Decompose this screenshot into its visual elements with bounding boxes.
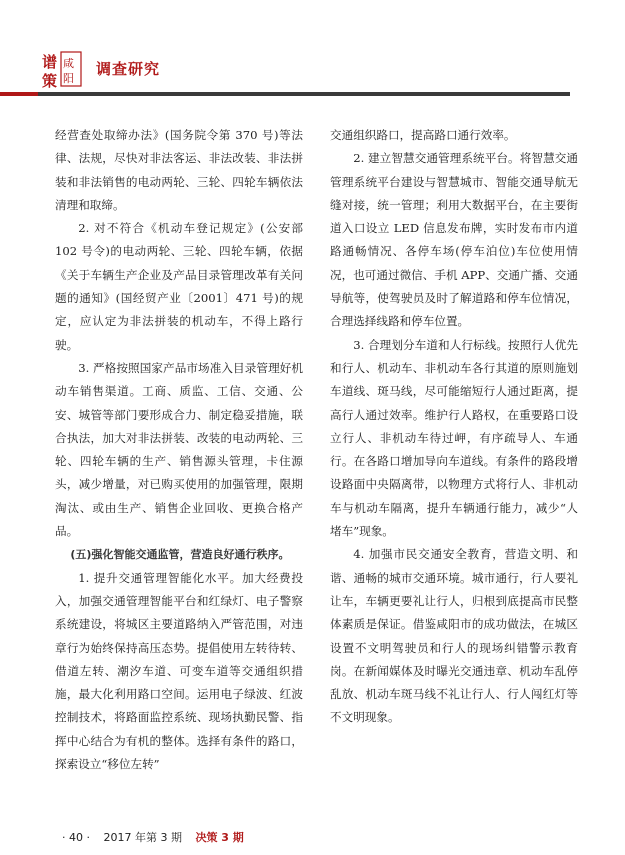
- section-heading: (五)强化智能交通监管，营造良好通行秩序。: [70, 548, 290, 562]
- paragraph: 2. 对不符合《机动车登记规定》(公安部 102 号令)的电动两轮、三轮、四轮车辆，依据《关于车辆生产企业及产品目录管理改革有关问题的通知》(国经贸产业〔2001〕471 号)的规定，应认定为非法拼装的机动车，不得上路行驶。: [55, 221, 303, 352]
- paragraph: 4. 加强市民交通安全教育，营造文明、和谐、通畅的城市交通环境。城市通行，行人要礼让车，车辆更要礼让行人，归根到底提高市民整体素质是保证。借鉴咸阳市的成功做法，在城区设置不文明驾驶员和行人的现场纠错警示教育岗。在新闻媒体及时曝光交通违章、机动车乱停乱放、机动车斑马线不礼让行人、行人闯红灯等不文明现象。: [330, 547, 578, 725]
- paragraph: 交通组织路口，提高路口通行效率。: [330, 128, 516, 142]
- magazine-logo: [40, 50, 84, 90]
- header-rule-accent: [0, 92, 38, 96]
- left-column: [55, 124, 303, 776]
- svg-text:谱: 谱: [42, 53, 58, 71]
- paragraph: 1. 提升交通管理智能化水平。加大经费投入，加强交通管理智能平台和红绿灯、电子警察系统建设，将城区主要道路纳入严管范围，对违章行为始终保持高压态势。提倡使用左转待转、借道左转、潮汐车道、可变车道等交通组织措施，最大化利用路口空间。运用电子绿波、红波控制技术，将路面监控系统、现场执勤民警、指挥中心结合为有机的整体。选择有条件的路口，探索设立“移位左转”: [55, 570, 303, 772]
- paragraph: 经营查处取缔办法》(国务院令第 370 号)等法律、法规，尽快对非法客运、非法改装、非法拼装和非法销售的电动两轮、三轮、四轮车辆依法清理和取缔。: [55, 128, 303, 212]
- header-rule: [0, 92, 570, 96]
- page-header: [0, 0, 625, 100]
- svg-text:咸: 咸: [63, 57, 74, 70]
- right-column: [330, 124, 578, 730]
- svg-text:策: 策: [42, 72, 58, 90]
- section-title: 调查研究: [96, 60, 161, 78]
- page-number: · 40 ·: [62, 831, 90, 844]
- paragraph: 2. 建立智慧交通管理系统平台。将智慧交通管理系统平台建设与智慧城市、智能交通导航无缝对接，统一管理；利用大数据平台，在主要街道入口设立 LED 信息发布牌，实时发布市内道路通畅情况、各停车场(停车泊位)车位使用情况，也可通过微信、手机 APP、交通广播、交通导航等，使驾驶员及时了解道路和停车位情况，合理选择线路和停车位置。: [330, 151, 578, 329]
- paragraph: 3. 合理划分车道和人行标线。按照行人优先和行人、机动车、非机动车各行其道的原则施划车道线、斑马线，尽可能缩短行人通过距离，提高行人通过效率。维护行人路权，在重要路口设立行人、非机动车待过岬，有序疏导人、车通行。在各路口增加导向车道线。有条件的路段增设路面中央隔离带，以物理方式将行人、非机动车与机动车隔离，提升车辆通行能力，减少“人堵车”现象。: [330, 337, 578, 539]
- page-footer: [62, 829, 254, 845]
- svg-text:阳: 阳: [63, 72, 74, 85]
- issue-label: 2017 年第 3 期: [103, 831, 182, 844]
- brand-label: 决策 3 期: [195, 831, 244, 844]
- paragraph: 3. 严格按照国家产品市场准入目录管理好机动车销售渠道。工商、质监、工信、交通、公安、城管等部门要形成合力、制定稳妥措施，联合执法，加大对非法拼装、改装的电动两轮、三轮、四轮车辆的生产、销售源头管理，卡住源头，减少增量，对已购买使用的加强管理，限期淘汰、或由生产、销售企业回收、更换合格产品。: [55, 360, 303, 539]
